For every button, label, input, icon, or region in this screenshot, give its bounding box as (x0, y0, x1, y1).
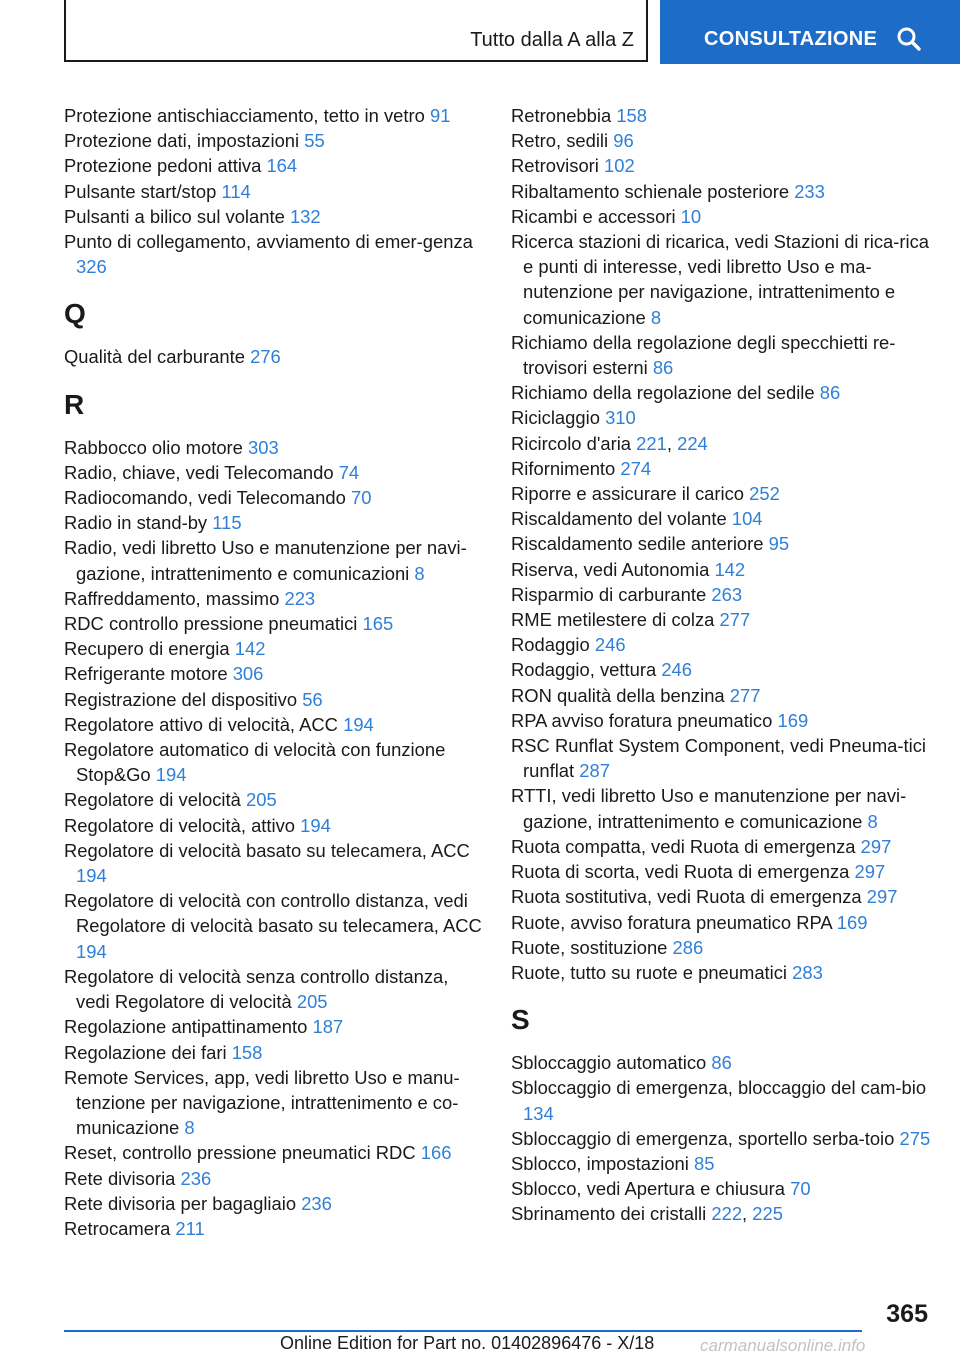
index-entry (64, 611, 484, 636)
entry-text: Pulsante start/stop (64, 180, 217, 202)
entry-text: Pulsanti a bilico sul volante (64, 205, 285, 227)
page-link[interactable]: 310 (605, 407, 636, 429)
index-entry (511, 834, 931, 859)
index-entry (511, 204, 931, 229)
page-link[interactable]: 164 (266, 155, 298, 177)
section-letter-r: R (64, 388, 85, 420)
entry-text: Radio, chiave, vedi Telecomando (64, 461, 334, 483)
entry-text: Riciclaggio (511, 407, 600, 429)
index-entry (511, 632, 931, 657)
entry-text: Ribaltamento schienale posteriore (511, 180, 790, 202)
index-entry (64, 510, 484, 535)
index-entry (511, 935, 931, 960)
entry-text: Regolatore attivo di velocità, ACC (64, 713, 338, 735)
entry-text: Remote Services, app, vedi libretto Uso e manu-tenzione per navigazione, intrattenimento e co-municazione (64, 1066, 460, 1139)
entry-text: RPA avviso foratura pneumatico (511, 709, 773, 731)
page-link[interactable]: 223 (284, 587, 316, 609)
page-link[interactable]: 86 (652, 357, 674, 379)
entry-text: Rabbocco olio motore (64, 436, 243, 458)
index-entry (64, 1065, 484, 1141)
entry-text: Sbloccaggio automatico (511, 1052, 707, 1074)
index-entry (64, 1216, 484, 1241)
entry-text: Rete divisoria (64, 1167, 176, 1189)
page-link[interactable]: 274 (620, 457, 652, 479)
index-entry (64, 103, 484, 128)
page-link[interactable]: 236 (301, 1192, 332, 1214)
entry-text: Protezione pedoni attiva (64, 155, 262, 177)
page-link[interactable]: 277 (719, 609, 751, 631)
page-link[interactable]: 86 (711, 1052, 732, 1074)
page-link[interactable]: 169 (777, 709, 809, 731)
entry-text: Regolatore di velocità senza controllo distanza, vedi Regolatore di velocità (64, 965, 449, 1013)
page-link[interactable]: 283 (792, 961, 823, 983)
index-entry (64, 838, 484, 888)
entry-text: Regolatore di velocità, attivo (64, 814, 296, 836)
entry-text: Recupero di energia (64, 638, 230, 660)
entry-text: Radio in stand-by (64, 512, 208, 534)
consultazione-tab[interactable] (660, 0, 960, 64)
entry-text: RSC Runflat System Component, vedi Pneuma-tici runflat (511, 735, 926, 782)
watermark: carmanualsonline.info (700, 1336, 866, 1355)
page-link[interactable]: 225 (752, 1203, 783, 1225)
page-link[interactable]: 85 (694, 1152, 715, 1174)
index-entry (511, 557, 931, 582)
page-link[interactable]: 102 (604, 155, 635, 177)
entry-text: Rete divisoria per bagagliaio (64, 1192, 297, 1214)
entry-text: Richiamo della regolazione del sedile (511, 382, 815, 404)
page-link[interactable]: 194 (300, 814, 331, 836)
index-entry (511, 582, 931, 607)
page-link[interactable]: 287 (579, 760, 610, 782)
index-entry (511, 531, 931, 556)
index-entry (511, 179, 931, 204)
page-link[interactable]: 70 (350, 487, 372, 509)
page-link[interactable]: 246 (661, 659, 692, 681)
tab-label: CONSULTAZIONE (704, 28, 878, 50)
page-link[interactable]: 8 (867, 810, 878, 832)
entry-text: Risparmio di carburante (511, 583, 707, 605)
entry-text: Ruote, avviso foratura pneumatico RPA (511, 911, 832, 933)
page-link[interactable]: 115 (212, 512, 242, 534)
page-link[interactable]: 194 (76, 940, 107, 962)
entry-text: Riscaldamento sedile anteriore (511, 533, 764, 555)
page-link[interactable]: 134 (523, 1102, 554, 1124)
entry-text: Rodaggio (511, 634, 590, 656)
page-link[interactable]: 224 (677, 432, 708, 454)
index-entry (64, 485, 484, 510)
page-link[interactable]: 104 (731, 508, 763, 530)
page-link[interactable]: 158 (616, 105, 648, 126)
index-entry (511, 960, 931, 985)
page-link[interactable]: 10 (680, 205, 702, 227)
index-entry (64, 636, 484, 661)
entry-text: Regolatore automatico di velocità con funzione Stop&Go (64, 739, 446, 786)
index-entry (64, 737, 484, 787)
entry-text: Ruota sostitutiva, vedi Ruota di emergenza (511, 886, 862, 908)
entry-text: Punto di collegamento, avviamento di emer-genza (64, 231, 473, 253)
page-link[interactable]: 276 (250, 346, 281, 368)
page-link[interactable]: 263 (711, 583, 743, 605)
index-entry (64, 204, 484, 229)
page-link[interactable]: 165 (362, 613, 394, 635)
entry-text: Sbrinamento dei cristalli (511, 1203, 707, 1225)
entry-text: Ricambi e accessori (511, 205, 676, 227)
page-link[interactable]: 8 (414, 562, 425, 584)
entry-text: Sbloccaggio di emergenza, sportello serba-toio (511, 1127, 895, 1149)
entry-text: RON qualità della benzina (511, 684, 725, 706)
index-entry: Sbrinamento dei cristalli 222, 225 (511, 1203, 783, 1225)
index-entry (511, 153, 931, 178)
page-link[interactable]: 205 (245, 789, 277, 811)
index-entry (511, 1176, 931, 1201)
index-entry (64, 687, 484, 712)
page-link[interactable]: 236 (180, 1167, 212, 1189)
index-entry (64, 535, 484, 585)
page-link[interactable]: 132 (289, 205, 321, 227)
page-link[interactable]: 277 (729, 684, 761, 706)
entry-text: Sbloccaggio di emergenza, bloccaggio del cam-bio (511, 1077, 927, 1099)
page-link[interactable]: 166 (420, 1142, 452, 1164)
entry-text: RDC controllo pressione pneumatici (64, 613, 358, 635)
page-link[interactable]: 96 (613, 130, 634, 152)
index-entry (511, 380, 931, 405)
entry-text: Riscaldamento del volante (511, 508, 727, 530)
index-entry (64, 787, 484, 812)
entry-text: Sblocco, impostazioni (511, 1152, 689, 1174)
entry-text: Ruote, sostituzione (511, 936, 668, 958)
index-entry (64, 435, 484, 460)
index-entry (64, 964, 484, 1014)
entry-text: Reset, controllo pressione pneumatici RDC (64, 1142, 416, 1164)
entry-text: Ruota di scorta, vedi Ruota di emergenza (511, 861, 850, 883)
page-link[interactable]: 221 (636, 432, 667, 454)
entry-text: Rifornimento (511, 457, 616, 479)
page-link[interactable]: 142 (234, 638, 266, 660)
page-link[interactable]: 142 (714, 558, 746, 580)
entry-text: Retronebbia (511, 105, 612, 126)
entry-text: Regolazione antipattinamento (64, 1016, 308, 1038)
page-link[interactable]: 114 (221, 180, 251, 202)
page-link[interactable]: 187 (312, 1016, 344, 1038)
entry-text: Refrigerante motore (64, 663, 228, 685)
page-link[interactable]: 194 (155, 764, 187, 786)
page-link[interactable]: 297 (860, 835, 892, 857)
entry-text: Qualità del carburante (64, 346, 245, 368)
entry-text: Ricerca stazioni di ricarica, vedi Stazioni di rica-rica e punti di interesse, vedi libretto Uso e ma-nutenzione per navigazione, intrattenimento e comunicazione (511, 231, 930, 328)
index-entry (511, 1151, 931, 1176)
page-link[interactable]: 158 (231, 1041, 263, 1063)
page-link[interactable]: 8 (184, 1117, 195, 1139)
index-column-left (64, 103, 484, 1241)
page-link[interactable]: 326 (76, 256, 107, 278)
index-entry (511, 733, 931, 783)
entry-text: Regolatore di velocità basato su telecamera, ACC (64, 839, 470, 861)
index-entry (64, 153, 484, 178)
index-entry (64, 1191, 484, 1216)
index-entry (64, 888, 484, 964)
index-entry (511, 1075, 931, 1125)
index-entry (511, 884, 931, 909)
entry-text: Raffreddamento, massimo (64, 587, 280, 609)
index-entry (511, 128, 931, 153)
page-link[interactable]: 91 (429, 105, 451, 126)
entry-text: Radiocomando, vedi Telecomando (64, 487, 346, 509)
index-entry (64, 344, 484, 369)
search-icon[interactable] (896, 26, 922, 52)
index-column-right (511, 103, 931, 1227)
page-link[interactable]: 306 (232, 663, 264, 685)
entry-text: Registrazione del dispositivo (64, 688, 298, 710)
entry-text: Retro, sedili (511, 130, 609, 152)
index-entry (511, 456, 931, 481)
index-entry (64, 586, 484, 611)
entry-text: Retrovisori (511, 155, 599, 177)
index-entry (511, 683, 931, 708)
entry-text: Ricircolo d'aria (511, 432, 632, 454)
index-entry (511, 859, 931, 884)
index-entry (64, 229, 484, 279)
index-entry (511, 229, 931, 330)
entry-text: Riserva, vedi Autonomia (511, 558, 710, 580)
page-link[interactable]: 275 (899, 1127, 931, 1149)
entry-text: Radio, vedi libretto Uso e manutenzione per navi-gazione, intrattenimento e comunicazioni (64, 537, 467, 584)
index-entry (64, 661, 484, 686)
page-link[interactable]: 70 (790, 1178, 811, 1200)
index-entry (511, 708, 931, 733)
index-entry (64, 1166, 484, 1191)
index-entry (64, 813, 484, 838)
page-link[interactable]: 252 (749, 483, 780, 505)
index-entry (64, 1014, 484, 1039)
index-entry (511, 405, 931, 430)
entry-text: RTTI, vedi libretto Uso e manutenzione per navi-gazione, intrattenimento e comunicazione (511, 785, 907, 832)
index-entry (511, 657, 931, 682)
section-letter-q: Q (64, 298, 86, 330)
entry-text: Protezione antischiacciamento, tetto in vetro (64, 105, 425, 126)
entry-text: Richiamo della regolazione degli specchietti re-trovisori esterni (511, 331, 896, 379)
page-link[interactable]: 194 (343, 713, 374, 735)
index-entry (511, 910, 931, 935)
entry-text: Riporre e assicurare il carico (511, 483, 745, 505)
index-entry (511, 506, 931, 531)
entry-text: Regolatore di velocità (64, 789, 241, 811)
header-section-box (64, 0, 648, 62)
page-link[interactable]: 194 (76, 865, 107, 887)
entry-text: Regolazione dei fari (64, 1041, 227, 1063)
edition-note: Online Edition for Part no. 01402896476 - X/18 (280, 1333, 655, 1353)
index-entry: Ricircolo d'aria 221, 224 (511, 432, 708, 454)
index-entry (511, 783, 931, 833)
page-link[interactable]: 246 (594, 634, 626, 656)
index-entry (511, 607, 931, 632)
index-entry (511, 481, 931, 506)
page-link[interactable]: 169 (836, 911, 868, 933)
index-entry (511, 1050, 931, 1075)
page-link[interactable]: 211 (175, 1217, 205, 1239)
index-entry (511, 330, 931, 380)
entry-text: Ruota compatta, vedi Ruota di emergenza (511, 835, 856, 857)
index-entry (64, 179, 484, 204)
footer-divider (64, 1330, 862, 1332)
entry-text: Regolatore di velocità con controllo distanza, vedi Regolatore di velocità basato su telecamera, ACC (64, 890, 482, 937)
entry-text: Retrocamera (64, 1217, 171, 1239)
page-link[interactable]: 297 (854, 861, 886, 883)
index-entry (64, 1140, 484, 1165)
index-entry (511, 103, 931, 128)
page-link[interactable]: 297 (866, 886, 898, 908)
page-link[interactable]: 95 (768, 533, 790, 555)
page-link[interactable]: 8 (650, 306, 662, 328)
page-link[interactable]: 222 (711, 1203, 743, 1225)
page-link[interactable]: 233 (794, 180, 825, 202)
entry-text: Protezione dati, impostazioni (64, 130, 300, 152)
section-title: Tutto dalla A alla Z (470, 29, 634, 51)
page-link[interactable]: 74 (338, 461, 360, 483)
entry-text: RME metilestere di colza (511, 609, 715, 631)
index-entry (64, 460, 484, 485)
page-link[interactable]: 286 (672, 936, 704, 958)
page-link[interactable]: 55 (304, 130, 325, 152)
index-entry (511, 1126, 931, 1151)
entry-text: Ruote, tutto su ruote e pneumatici (511, 961, 788, 983)
page-link[interactable]: 303 (248, 436, 279, 458)
index-entry (64, 128, 484, 153)
page-link[interactable]: 205 (296, 991, 328, 1013)
section-letter-s: S (511, 1004, 530, 1036)
page-link[interactable]: 86 (819, 382, 841, 404)
entry-text: Sblocco, vedi Apertura e chiusura (511, 1178, 785, 1200)
page-link[interactable]: 56 (302, 688, 323, 710)
entry-text: Rodaggio, vettura (511, 659, 657, 681)
page-number: 365 (886, 1300, 928, 1328)
index-entry (64, 1040, 484, 1065)
index-entry (64, 712, 484, 737)
